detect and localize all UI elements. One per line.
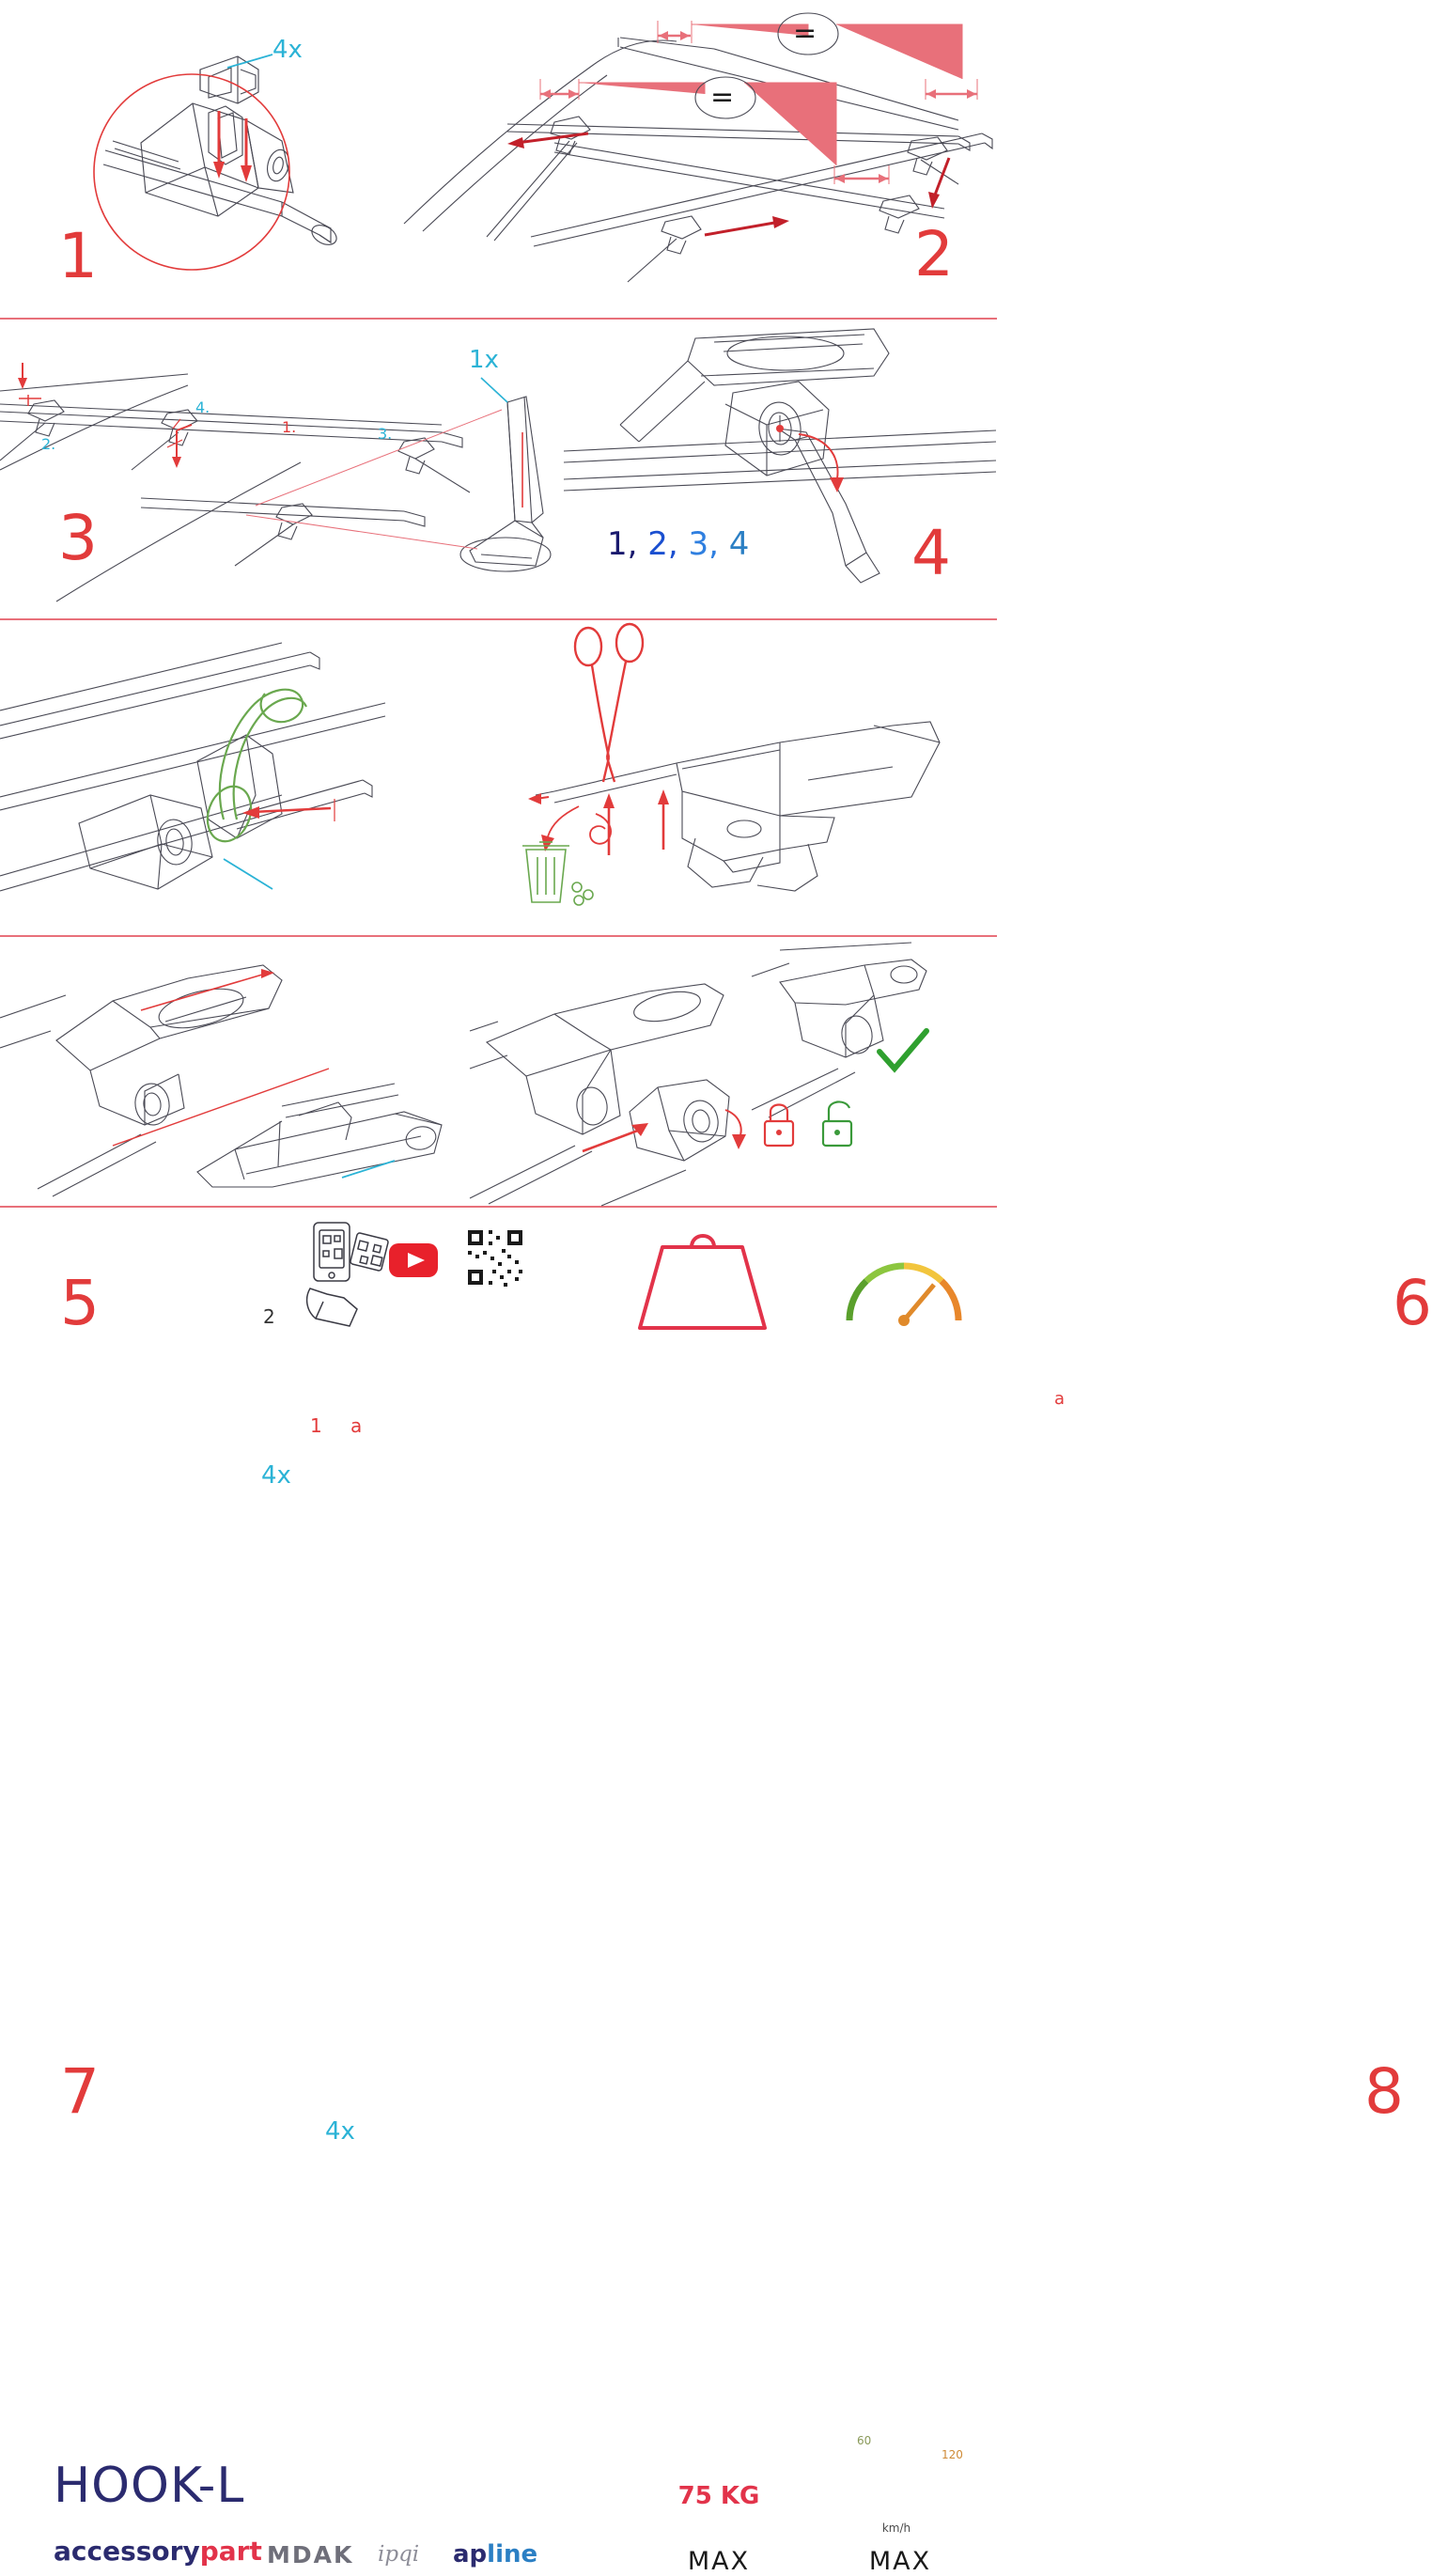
step-3-panel (0, 320, 583, 618)
step-8-panel (470, 937, 1404, 2128)
label-order-4: 4. (195, 398, 210, 416)
step-number-1: 1 (58, 220, 98, 292)
check-icon (879, 1031, 926, 1069)
seq-4: 4 (728, 525, 750, 563)
tightening-sequence (607, 525, 749, 563)
label-order-3: 3. (378, 425, 393, 443)
speed-unit: km/h (881, 2521, 911, 2535)
lock-closed-icon (765, 1105, 793, 1147)
step-number-7: 7 (60, 2055, 100, 2128)
apline-line: line (487, 2540, 538, 2568)
press-arrows (603, 789, 669, 855)
trash-bin-icon (522, 842, 593, 905)
label-2: 2 (263, 1305, 275, 1328)
step-6-illustration (498, 620, 997, 933)
step-number-3: 3 (58, 502, 98, 574)
label-1: 1 (310, 1414, 322, 1437)
weight-value: 75 KG (677, 2482, 760, 2510)
qr-code-icon (466, 1228, 524, 1287)
speed-limit-icon (849, 1266, 958, 1320)
step-8-illustration (470, 937, 997, 1206)
pivot-dot (776, 425, 784, 432)
speed-tick-60: 60 (857, 2434, 872, 2447)
brand-subtitle (54, 2536, 262, 2567)
step-number-8: 8 (1364, 2055, 1404, 2128)
brand-title: HOOK-L (54, 2458, 245, 2514)
apline-ap: ap (453, 2540, 488, 2568)
partner-mdak: MDAK (267, 2541, 354, 2568)
callout-1x: 1x (469, 346, 499, 374)
callout-leader-4x-5 (224, 859, 272, 889)
equal-sign-1: = (793, 17, 817, 50)
speed-max-label: MAX (868, 2547, 932, 2576)
step-2-illustration (395, 0, 997, 318)
step-number-2: 2 (914, 218, 954, 290)
youtube-icon (389, 1243, 438, 1277)
seq-2: 2, (647, 525, 678, 563)
label-a: a (350, 1414, 363, 1437)
step-6-panel (498, 620, 1432, 1409)
callout-4x-step7: 4x (325, 2117, 355, 2146)
slide-arrows (507, 133, 949, 235)
strap-loop (200, 690, 306, 848)
rotate-arrow (799, 434, 844, 492)
step-number-5: 5 (60, 1267, 100, 1339)
step-2-panel (395, 0, 997, 318)
qr-scan-phone-icon (307, 1223, 389, 1326)
discard-arrow (541, 806, 611, 851)
weight-limit-icon (640, 1236, 765, 1328)
callout-4x: 4x (272, 36, 303, 64)
callout-4x-step5: 4x (261, 1461, 291, 1490)
step-7-panel (0, 937, 489, 2146)
callout-leader-1x (481, 378, 507, 402)
seq-3: 3, (688, 525, 719, 563)
seq-1: 1, (607, 525, 638, 563)
step-number-4: 4 (911, 517, 951, 589)
speed-tick-120: 120 (942, 2448, 963, 2461)
label-order-2: 2. (41, 435, 56, 453)
callout-leader-4x (227, 55, 272, 68)
footer-graphics (0, 1208, 997, 1410)
lock-open-icon (823, 1101, 851, 1146)
brand-sub-first: accessory (54, 2536, 200, 2567)
step-number-6: 6 (1393, 1267, 1432, 1339)
partner-apline (453, 2540, 537, 2568)
push-arrow (583, 1123, 648, 1151)
brand-sub-accent: part (199, 2536, 262, 2567)
speed-needle (898, 1285, 934, 1326)
step-7-illustration (0, 937, 489, 1206)
label-order-1: 1. (282, 418, 297, 436)
step-5-illustration (0, 620, 507, 933)
label-a-step6: a (1054, 1389, 1066, 1409)
turn-key-arrow (725, 1110, 746, 1149)
step-5-panel (0, 620, 507, 1490)
partner-ipqi: ipqi (378, 2542, 420, 2567)
equal-sign-2: = (710, 81, 735, 114)
step-4-panel (564, 320, 997, 618)
weight-max-label: MAX (687, 2547, 751, 2576)
callout-leader-4x-7 (342, 1161, 395, 1178)
scissors-icon (575, 624, 643, 782)
insert-arrows (213, 111, 252, 182)
